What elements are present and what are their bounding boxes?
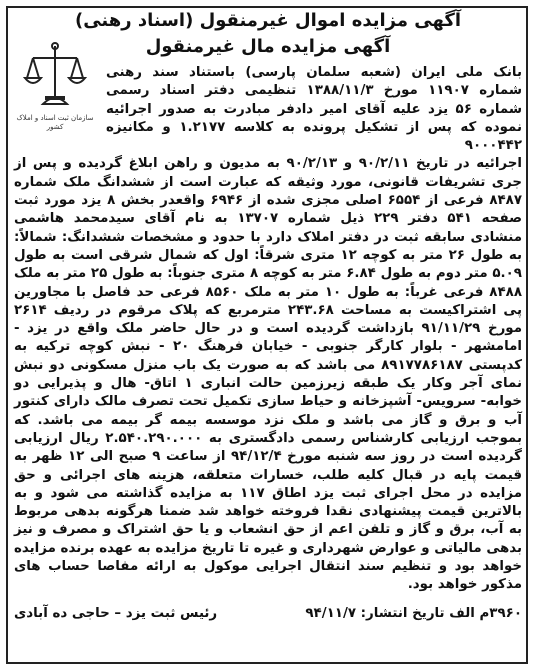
notice-footer xyxy=(14,606,522,621)
notice-body xyxy=(14,64,522,595)
emblem-caption: سازمان ثبت اسناد و املاک کشور xyxy=(16,114,94,131)
notice-paragraph: اجرائیه در تاریخ ۹۰/۲/۱۱ و ۹۰/۲/۱۳ به مدیون و راهن ابلاغ گردیده و پس از جری تشریفات قانونی، مورد وثیقه که عبارت است از ششدانگ ملک شماره ۸۴۸۷ فرعی از ۶۵۵۴ اصلی مجزی شده از ۶۹۴۶ واقعدر بخش ۸ یزد مورد ثبت صفحه ۵۴۱ دفتر ۲۲۹ ذیل شماره ۱۳۷۰۷ به نام آقای سیدمحمد هاشمی منشادی سابقه ثبت در دفتر املاک دارد با حدود و مشخصات ششدانگ: شمالاً: به طول ۲۶ متر به کوچه ۱۲ متری شرقاً: اول که شمال شرقی است به طول ۵.۰۹ متر دوم به طول ۶.۸۴ متر به کوچه ۸ متری جنوباً: به طول ۲۵ متر به ملک ۸۴۸۸ فرعی غرباً: به طول ۱۰ متر به ملک ۸۵۶۰ فرعی حد فاصل با مجاورین پی اشتراکیست به مساحت ۲۴۳.۶۸ مترمربع که پلاک مرقوم در ردیف ۲۶۱۴ مورخ ۹۱/۱۱/۲۹ بازداشت گردیده است و در حال حاضر ملک واقع در یزد - امامشهر - بلوار کارگر جنوبی - خیابان فرهنگ ۲۰ - نبش کوچه ترکیه به کدپستی ۸۹۱۷۷۸۶۱۸۷ می باشد که به صورت یک باب منزل مسکونی دو نبش نمای آجر وکار یک طبقه زیرزمین حالت انباری ۱ اتاق- هال و پذیرایی دو خوابه- سرویس- آشپزخانه و حیاط سازی تکمیل تحت تصرف مالک دارای کنتور آب و برق و گاز می باشد و ملک نزد موسسه بیمه گر بیمه می باشد. که بموجب ارزیابی کارشناس رسمی دادگستری به ۲.۵۴۰.۲۹۰.۰۰۰ ریال ارزیابی گردیده است در روز سه شنبه مورخ ۹۴/۱۲/۴ از ساعت ۹ صبح الی ۱۲ ظهر به قیمت پایه در قبال کلیه طلب، خسارات متعلقه، هزینه های اجرائی و حق مزایده در محل اجرای ثبت یزد اطاق ۱۱۷ به مزایده گذاشته می شود و به بالاترین قیمت پیشنهادی نقدا فروخته خواهد شد ضمنا هرگونه بدهی مربوط به آب، برق و گاز و تلفن اعم از حق انشعاب و یا حق اشتراک و مصرف و نیز بدهی مالیاتی و عوارض شهرداری و غیره تا تاریخ مزایده به عهده برنده مزایده خواهد بود و تنظیم سند انتقال اجرایی موکول به ارائه مفاصا حساب های مذکور خواهد بود. xyxy=(14,156,523,593)
notice-subtitle: آگهی مزایده مال غیرمنقول xyxy=(145,36,391,57)
notice-title: آگهی مزایده اموال غیرمنقول (اسناد رهنی) xyxy=(74,10,461,31)
signatory: رئیس ثبت یزد – حاجی ده آبادی xyxy=(14,606,218,621)
notice-paragraph: بانک ملی ایران (شعبه سلمان پارسی) باستناد سند رهنی شماره ۱۱۹۰۷ مورخ ۱۳۸۸/۱۱/۳ تنظیمی دفتر اسناد رسمی شماره ۵۶ یزد علیه آقای امیر دادفر مبادرت به صدور اجرائیه نموده که پس از تشکیل پرونده به کلاسه ۱.۲۱۷۷ و مکانیزه ۹۰۰۰۴۴۲ xyxy=(106,65,522,154)
publication-reference: ۳۹۶۰م الف تاریخ انتشار: ۹۴/۱۱/۷ xyxy=(305,606,522,621)
